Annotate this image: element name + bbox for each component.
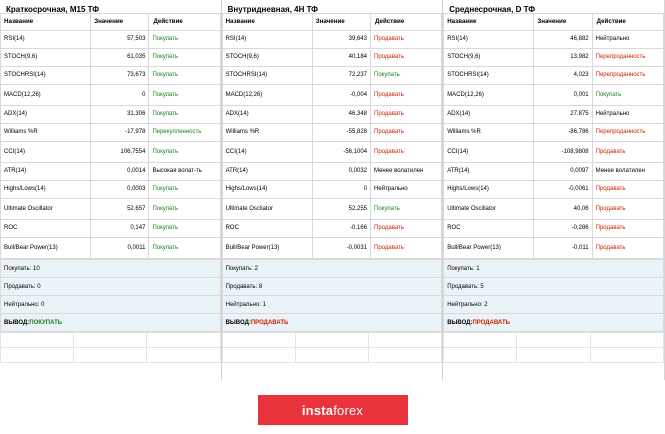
indicator-name: MACD(12,26) — [1, 85, 91, 106]
empty-cell — [590, 333, 663, 348]
indicator-value: 13,982 — [534, 49, 592, 67]
table-header-row — [1, 14, 221, 31]
conclusion-value: ПРОДАВАТЬ — [472, 319, 510, 326]
indicator-value: 0,0032 — [312, 163, 370, 181]
summary-neutral-value: 2 — [484, 301, 488, 308]
summary-buy — [444, 260, 664, 278]
summary-table — [443, 259, 664, 332]
header-action: Действие — [371, 14, 442, 31]
indicator-name: STOCHRSI(14) — [222, 67, 312, 85]
table-row — [444, 199, 664, 220]
indicator-value: 0,0003 — [91, 181, 149, 199]
indicator-action: Нейтрально — [371, 181, 442, 199]
indicator-action: Покупать — [592, 85, 663, 106]
indicator-value: 4,023 — [534, 67, 592, 85]
empty-grid — [0, 332, 221, 363]
table-row — [222, 142, 442, 163]
summary-neutral-label: Нейтрально: — [225, 301, 261, 308]
indicator-action: Перепроданность — [592, 124, 663, 142]
table-row — [1, 199, 221, 220]
table-row — [222, 49, 442, 67]
indicator-value: 106,7554 — [91, 142, 149, 163]
indicator-action: Нейтрально — [592, 31, 663, 49]
indicator-name: ROC — [222, 220, 312, 238]
table-row — [1, 142, 221, 163]
indicator-name: CCI(14) — [1, 142, 91, 163]
indicator-value: 0 — [91, 85, 149, 106]
empty-cell — [295, 348, 368, 363]
table-row — [1, 181, 221, 199]
table-row — [1, 124, 221, 142]
header-value: Значение — [534, 14, 592, 31]
table-row — [444, 124, 664, 142]
indicator-name: MACD(12,26) — [222, 85, 312, 106]
summary-row — [444, 278, 664, 296]
indicator-name: STOCH(9,6) — [222, 49, 312, 67]
indicator-table — [443, 13, 664, 259]
table-row — [222, 31, 442, 49]
empty-cell — [147, 333, 220, 348]
indicator-action: Продавать — [371, 85, 442, 106]
indicator-value: 39,643 — [312, 31, 370, 49]
table-row — [222, 163, 442, 181]
table-row — [1, 106, 221, 124]
empty-cell — [295, 333, 368, 348]
table-row — [1, 163, 221, 181]
table-row — [222, 238, 442, 259]
indicator-value: 57,503 — [91, 31, 149, 49]
summary-sell — [444, 278, 664, 296]
empty-cell — [444, 333, 517, 348]
summary-neutral-value: 0 — [41, 301, 45, 308]
summary-row — [222, 278, 442, 296]
table-header-row — [444, 14, 664, 31]
indicator-name: RSI(14) — [1, 31, 91, 49]
empty-cell — [444, 348, 517, 363]
empty-row — [222, 333, 442, 348]
summary-row — [444, 260, 664, 278]
conclusion — [222, 314, 442, 332]
indicator-value: 61,035 — [91, 49, 149, 67]
table-row — [444, 106, 664, 124]
table-header-row — [222, 14, 442, 31]
indicator-action: Продавать — [371, 238, 442, 259]
empty-cell — [368, 333, 441, 348]
indicator-name: RSI(14) — [222, 31, 312, 49]
indicator-value: -86,786 — [534, 124, 592, 142]
summary-table — [222, 259, 443, 332]
indicator-value: 0,0011 — [91, 238, 149, 259]
indicator-value: 40,184 — [312, 49, 370, 67]
indicator-value: 46,348 — [312, 106, 370, 124]
panel-title: Краткосрочная, M15 ТФ — [6, 5, 100, 14]
indicator-value: 0 — [312, 181, 370, 199]
indicator-value: 52,255 — [312, 199, 370, 220]
indicator-value: 0,147 — [91, 220, 149, 238]
indicator-name: ATR(14) — [1, 163, 91, 181]
empty-cell — [368, 348, 441, 363]
indicator-name: ADX(14) — [1, 106, 91, 124]
table-row — [222, 106, 442, 124]
header-action: Действие — [149, 14, 220, 31]
indicator-action: Продавать — [371, 49, 442, 67]
indicator-action: Продавать — [592, 238, 663, 259]
indicator-name: ROC — [444, 220, 534, 238]
indicator-action: Покупать — [149, 181, 220, 199]
indicator-action: Покупать — [371, 67, 442, 85]
summary-row — [1, 278, 221, 296]
indicator-action: Покупать — [149, 106, 220, 124]
table-row — [444, 181, 664, 199]
indicator-action: Покупать — [149, 238, 220, 259]
empty-row — [1, 333, 221, 348]
indicator-value: 46,882 — [534, 31, 592, 49]
empty-grid — [443, 332, 664, 363]
table-row — [222, 181, 442, 199]
header-name: Название — [222, 14, 312, 31]
conclusion-label: ВЫВОД: — [225, 319, 251, 326]
indicator-action: Покупать — [149, 67, 220, 85]
summary-buy-label: Покупать: — [225, 265, 253, 272]
indicator-name: Williams %R — [444, 124, 534, 142]
indicator-name: STOCHRSI(14) — [1, 67, 91, 85]
indicator-name: Ultimate Oscillator — [1, 199, 91, 220]
table-row — [444, 163, 664, 181]
summary-sell-value: 0 — [37, 283, 41, 290]
summary-buy — [1, 260, 221, 278]
indicator-value: -0,286 — [534, 220, 592, 238]
indicator-action: Продавать — [371, 124, 442, 142]
table-row — [444, 49, 664, 67]
indicator-value: 31,306 — [91, 106, 149, 124]
empty-row — [222, 348, 442, 363]
indicator-name: ADX(14) — [222, 106, 312, 124]
header-value: Значение — [312, 14, 370, 31]
summary-sell-label: Продавать: — [447, 283, 479, 290]
summary-neutral — [1, 296, 221, 314]
table-row — [222, 220, 442, 238]
indicator-action: Высокая волат-ть — [149, 163, 220, 181]
indicator-value: -17,978 — [91, 124, 149, 142]
header-value: Значение — [91, 14, 149, 31]
empty-cell — [1, 348, 74, 363]
indicator-value: 27,875 — [534, 106, 592, 124]
indicator-name: STOCHRSI(14) — [444, 67, 534, 85]
indicator-name: Williams %R — [222, 124, 312, 142]
summary-row — [222, 260, 442, 278]
indicator-name: Highs/Lows(14) — [1, 181, 91, 199]
table-row — [222, 85, 442, 106]
table-row — [444, 238, 664, 259]
empty-cell — [222, 333, 295, 348]
indicator-action: Продавать — [592, 220, 663, 238]
indicator-name: MACD(12,26) — [444, 85, 534, 106]
indicator-table — [222, 13, 443, 259]
indicator-action: Менее волатилен — [371, 163, 442, 181]
table-row — [444, 31, 664, 49]
indicator-value: -0,011 — [534, 238, 592, 259]
summary-row — [222, 296, 442, 314]
conclusion — [1, 314, 221, 332]
indicator-name: ADX(14) — [444, 106, 534, 124]
header-action: Действие — [592, 14, 663, 31]
summary-neutral-label: Нейтрально: — [4, 301, 40, 308]
panel-medium-term-d — [443, 0, 665, 380]
indicator-value: 40,06 — [534, 199, 592, 220]
indicator-name: CCI(14) — [444, 142, 534, 163]
summary-sell-value: 5 — [480, 283, 484, 290]
summary-buy-label: Покупать: — [447, 265, 475, 272]
summary-neutral — [444, 296, 664, 314]
table-row — [1, 85, 221, 106]
empty-cell — [147, 348, 220, 363]
conclusion-row — [444, 314, 664, 332]
indicator-action: Покупать — [149, 49, 220, 67]
empty-cell — [517, 348, 590, 363]
indicator-value: -0,004 — [312, 85, 370, 106]
indicator-action: Продавать — [371, 106, 442, 124]
indicator-name: Bull/Bear Power(13) — [1, 238, 91, 259]
indicator-action: Продавать — [371, 142, 442, 163]
empty-cell — [74, 333, 147, 348]
empty-row — [1, 348, 221, 363]
indicator-action: Продавать — [592, 199, 663, 220]
indicator-value: -55,828 — [312, 124, 370, 142]
summary-buy-value: 1 — [476, 265, 480, 272]
indicator-name: ATR(14) — [222, 163, 312, 181]
summary-neutral-value: 1 — [262, 301, 266, 308]
logo-suffix: forex — [333, 402, 364, 418]
summary-row — [1, 260, 221, 278]
table-row — [444, 67, 664, 85]
indicator-value: -0,166 — [312, 220, 370, 238]
empty-cell — [1, 333, 74, 348]
empty-row — [444, 333, 664, 348]
indicator-action: Продавать — [371, 220, 442, 238]
indicator-name: Highs/Lows(14) — [444, 181, 534, 199]
table-row — [1, 67, 221, 85]
table-row — [444, 220, 664, 238]
summary-buy-value: 10 — [33, 265, 40, 272]
indicator-name: Highs/Lows(14) — [222, 181, 312, 199]
summary-buy-value: 2 — [254, 265, 258, 272]
table-row — [444, 142, 664, 163]
empty-cell — [222, 348, 295, 363]
summary-row — [1, 296, 221, 314]
summary-neutral-label: Нейтрально: — [447, 301, 483, 308]
empty-cell — [590, 348, 663, 363]
indicator-name: Ultimate Oscillator — [444, 199, 534, 220]
conclusion-value: ПОКУПАТЬ — [29, 319, 63, 326]
indicator-name: ATR(14) — [444, 163, 534, 181]
table-row — [1, 238, 221, 259]
logo-container — [0, 395, 665, 425]
indicator-action: Покупать — [371, 199, 442, 220]
conclusion-label: ВЫВОД: — [447, 319, 473, 326]
panel-title: Внутридневная, 4H ТФ — [227, 5, 319, 14]
indicator-value: 52,657 — [91, 199, 149, 220]
indicator-name: Williams %R — [1, 124, 91, 142]
table-row — [222, 199, 442, 220]
empty-cell — [517, 333, 590, 348]
panel-title: Среднесрочная, D ТФ — [449, 5, 536, 14]
summary-row — [444, 296, 664, 314]
indicator-value: 0,0097 — [534, 163, 592, 181]
indicator-action: Покупать — [149, 85, 220, 106]
conclusion-row — [1, 314, 221, 332]
logo-prefix: insta — [301, 402, 334, 418]
conclusion-label: ВЫВОД: — [4, 319, 30, 326]
indicator-action: Продавать — [592, 181, 663, 199]
indicator-value: -56,1004 — [312, 142, 370, 163]
indicator-name: RSI(14) — [444, 31, 534, 49]
summary-table — [0, 259, 221, 332]
indicator-action: Перекупленность — [149, 124, 220, 142]
table-row — [444, 85, 664, 106]
indicator-action: Менее волатилен — [592, 163, 663, 181]
summary-buy — [222, 260, 442, 278]
conclusion — [444, 314, 664, 332]
summary-sell — [222, 278, 442, 296]
indicator-action: Покупать — [149, 31, 220, 49]
empty-grid — [222, 332, 443, 363]
summary-sell-label: Продавать: — [225, 283, 258, 290]
empty-row — [444, 348, 664, 363]
indicator-action: Продавать — [592, 142, 663, 163]
indicator-value: 73,673 — [91, 67, 149, 85]
indicator-action: Покупать — [149, 220, 220, 238]
indicator-action: Покупать — [149, 142, 220, 163]
table-row — [222, 124, 442, 142]
indicator-value: -0,0031 — [312, 238, 370, 259]
indicator-value: 72,237 — [312, 67, 370, 85]
summary-sell-label: Продавать: — [4, 283, 36, 290]
indicator-name: STOCH(9,6) — [1, 49, 91, 67]
conclusion-row — [222, 314, 442, 332]
table-row — [1, 31, 221, 49]
indicator-name: Bull/Bear Power(13) — [222, 238, 312, 259]
table-row — [1, 220, 221, 238]
panel-short-term-m15 — [0, 0, 222, 380]
indicator-action: Покупать — [149, 199, 220, 220]
indicator-action: Продавать — [371, 31, 442, 49]
table-row — [1, 49, 221, 67]
indicator-action: Нейтрально — [592, 106, 663, 124]
indicator-value: 0,0014 — [91, 163, 149, 181]
header-name: Название — [444, 14, 534, 31]
summary-neutral — [222, 296, 442, 314]
instaforex-logo — [258, 395, 408, 425]
indicator-value: -0,0061 — [534, 181, 592, 199]
indicator-action: Перепроданность — [592, 49, 663, 67]
indicator-value: 0,001 — [534, 85, 592, 106]
indicator-value: -108,9808 — [534, 142, 592, 163]
indicator-name: STOCH(9,6) — [444, 49, 534, 67]
indicator-table — [0, 13, 221, 259]
indicator-action: Перепроданность — [592, 67, 663, 85]
indicator-name: ROC — [1, 220, 91, 238]
table-row — [222, 67, 442, 85]
summary-buy-label: Покупать: — [4, 265, 32, 272]
indicator-name: Bull/Bear Power(13) — [444, 238, 534, 259]
conclusion-value: ПРОДАВАТЬ — [250, 319, 289, 326]
panel-intraday-4h — [222, 0, 444, 380]
summary-sell-value: 8 — [258, 283, 263, 290]
indicator-name: CCI(14) — [222, 142, 312, 163]
indicator-name: Ultimate Oscliator — [222, 199, 312, 220]
summary-sell — [1, 278, 221, 296]
header-name: Название — [1, 14, 91, 31]
empty-cell — [74, 348, 147, 363]
